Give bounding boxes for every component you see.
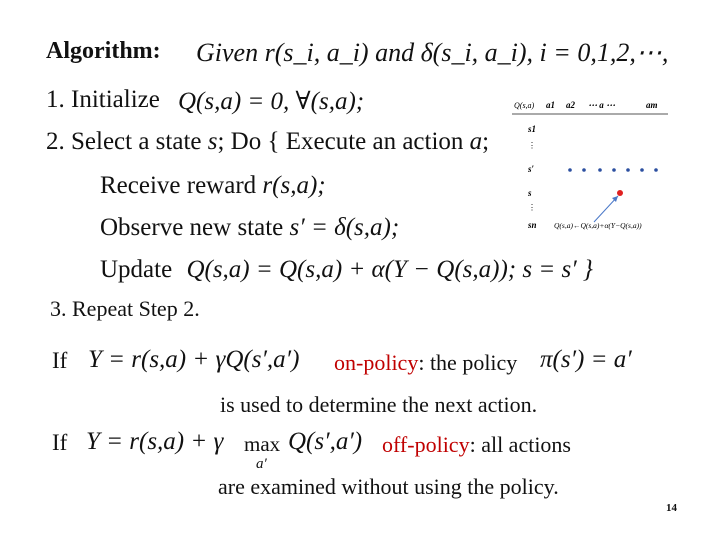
on-policy-formula: Y = r(s,a) + γQ(s′,a′) (88, 346, 300, 373)
off-policy-max-sub: a′ (256, 456, 267, 472)
q-table-row-s-prime: s′ (528, 164, 535, 174)
q-value-dot (640, 168, 644, 172)
on-policy-desc-line (334, 350, 517, 376)
step-receive-formula: r(s,a); (262, 172, 326, 199)
updated-q-value (617, 190, 623, 196)
step-select-do: ; Do { Execute an action (217, 128, 464, 155)
q-value-dot (654, 168, 658, 172)
off-policy-max: max (244, 432, 281, 456)
step-repeat: 3. Repeat Step 2. (50, 296, 200, 321)
algorithm-label: Algorithm: (46, 38, 161, 64)
q-table-col-a1: a1 (546, 100, 555, 110)
off-policy-formula-a: Y = r(s,a) + γ (86, 428, 224, 455)
q-table-row-s: s (528, 188, 532, 198)
step-select-end: ; (482, 128, 490, 155)
step-select-action: a (469, 128, 483, 155)
off-policy-if: If (52, 430, 68, 455)
step-update-formula: Q(s,a) = Q(s,a) + α(Y − Q(s,a)); s = s′ } (186, 256, 593, 283)
q-value-dot (598, 168, 602, 172)
given-formula: Given r(s_i, a_i) and δ(s_i, a_i), i = 0,1,2,⋯, (196, 38, 669, 67)
on-policy-if: If (52, 348, 68, 373)
off-policy-desc-line (382, 432, 571, 458)
on-policy-desc: : the policy (418, 350, 518, 375)
on-policy-term: on-policy (334, 350, 419, 375)
q-table-row-dots-2: ⋮ (528, 203, 536, 212)
q-table-diagram (508, 92, 708, 242)
off-policy-desc2: are examined without using the policy. (218, 474, 559, 499)
step-receive-label: Receive reward (100, 172, 257, 199)
step-receive-line (100, 172, 326, 200)
step-observe-line (100, 214, 399, 242)
step-select-line (46, 128, 489, 156)
q-update-label: Q(s,a)←Q(s,a)+α(Y−Q(s,a)) (554, 221, 642, 230)
q-table-corner: Q(s,a) (514, 101, 535, 110)
step-update-line (100, 256, 593, 284)
q-value-dot (568, 168, 572, 172)
q-table-col-dots: ⋯ a ⋯ (588, 100, 615, 110)
q-table-col-a2: a2 (566, 100, 575, 110)
step-update-label: Update (100, 256, 173, 283)
q-table-row-s1: s1 (528, 124, 537, 134)
step-observe-formula: s′ = δ(s,a); (289, 214, 400, 241)
step-select-var: s (207, 128, 218, 155)
off-policy-formula-b: Q(s′,a′) (288, 428, 363, 455)
step-initialize-formula: Q(s,a) = 0, ∀(s,a); (178, 88, 365, 115)
step-initialize-label: 1. Initialize (46, 86, 160, 113)
q-value-dot (626, 168, 630, 172)
on-policy-policy-formula: π(s′) = a′ (540, 346, 632, 373)
q-table-col-am: am (646, 100, 658, 110)
off-policy-term: off-policy (382, 432, 470, 457)
q-value-dot (582, 168, 586, 172)
step-observe-label: Observe new state (100, 214, 284, 241)
on-policy-desc2: is used to determine the next action. (220, 392, 538, 417)
page-number: 14 (666, 502, 677, 514)
q-table-row-sn: sn (528, 220, 537, 230)
q-value-dot (612, 168, 616, 172)
q-table-row-dots-1: ⋮ (528, 141, 536, 150)
off-policy-desc: : all actions (469, 432, 571, 457)
step-select-label: 2. Select a state (46, 128, 202, 155)
